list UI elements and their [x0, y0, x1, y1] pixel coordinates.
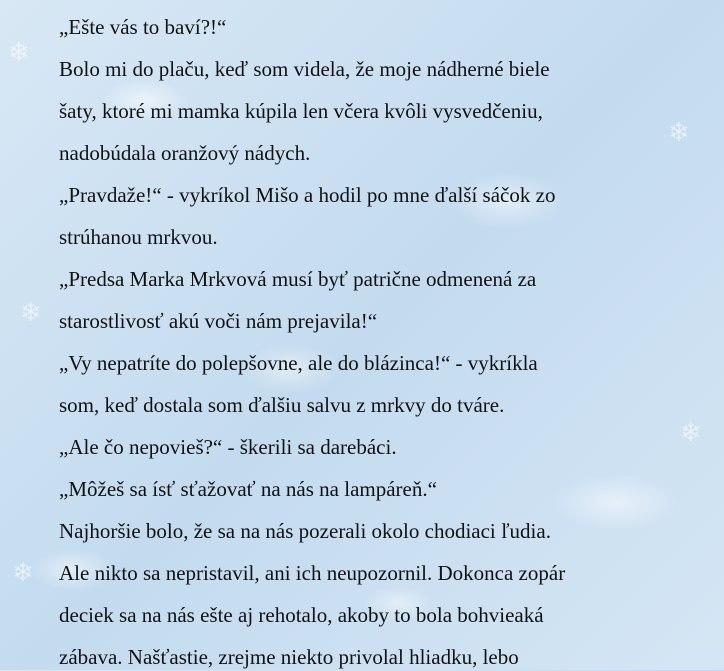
text-line: starostlivosť akú voči nám prejavila!“ — [59, 309, 378, 333]
text-line: Bolo mi do plaču, keď som videla, že moje nádherné biele — [59, 57, 550, 81]
snowflake-icon: ❄ — [8, 38, 30, 68]
text-line: zábava. Našťastie, zrejme niekto privolal hliadku, lebo — [59, 645, 519, 669]
text-line: „Ešte vás to baví?!“ — [59, 15, 227, 39]
text-line: Ale nikto sa nepristavil, ani ich neupozornil. Dokonca zopár — [59, 561, 566, 585]
text-line: „Môžeš sa ísť sťažovať na nás na lampáreň.“ — [59, 477, 437, 501]
text-line: „Pravdaže!“ - vykríkol Mišo a hodil po mne ďalší sáčok zo — [59, 183, 556, 207]
text-line: som, keď dostala som ďalšiu salvu z mrkvy do tváre. — [59, 393, 505, 417]
text-line: „Predsa Marka Mrkvová musí byť patrične odmenená za — [59, 267, 537, 291]
snowflake-icon: ❄ — [12, 558, 34, 588]
text-line: nadobúdala oranžový nádych. — [59, 141, 311, 165]
snowflake-icon: ❄ — [20, 298, 42, 328]
text-line: šaty, ktoré mi mamka kúpila len včera kvôli vysvedčeniu, — [59, 99, 543, 123]
text-line: strúhanou mrkvou. — [59, 225, 218, 249]
snowflake-icon: ❄ — [668, 118, 690, 148]
text-line: Najhoršie bolo, že sa na nás pozerali okolo chodiaci ľudia. — [59, 519, 551, 543]
text-line: deciek sa na nás ešte aj rehotalo, akoby to bola bohvieaká — [59, 603, 544, 627]
text-line: „Ale čo nepovieš?“ - škerili sa darebáci. — [59, 435, 397, 459]
snowflake-icon: ❄ — [680, 418, 702, 448]
text-line: „Vy nepatríte do polepšovne, ale do blázinca!“ - vykríkla — [59, 351, 538, 375]
